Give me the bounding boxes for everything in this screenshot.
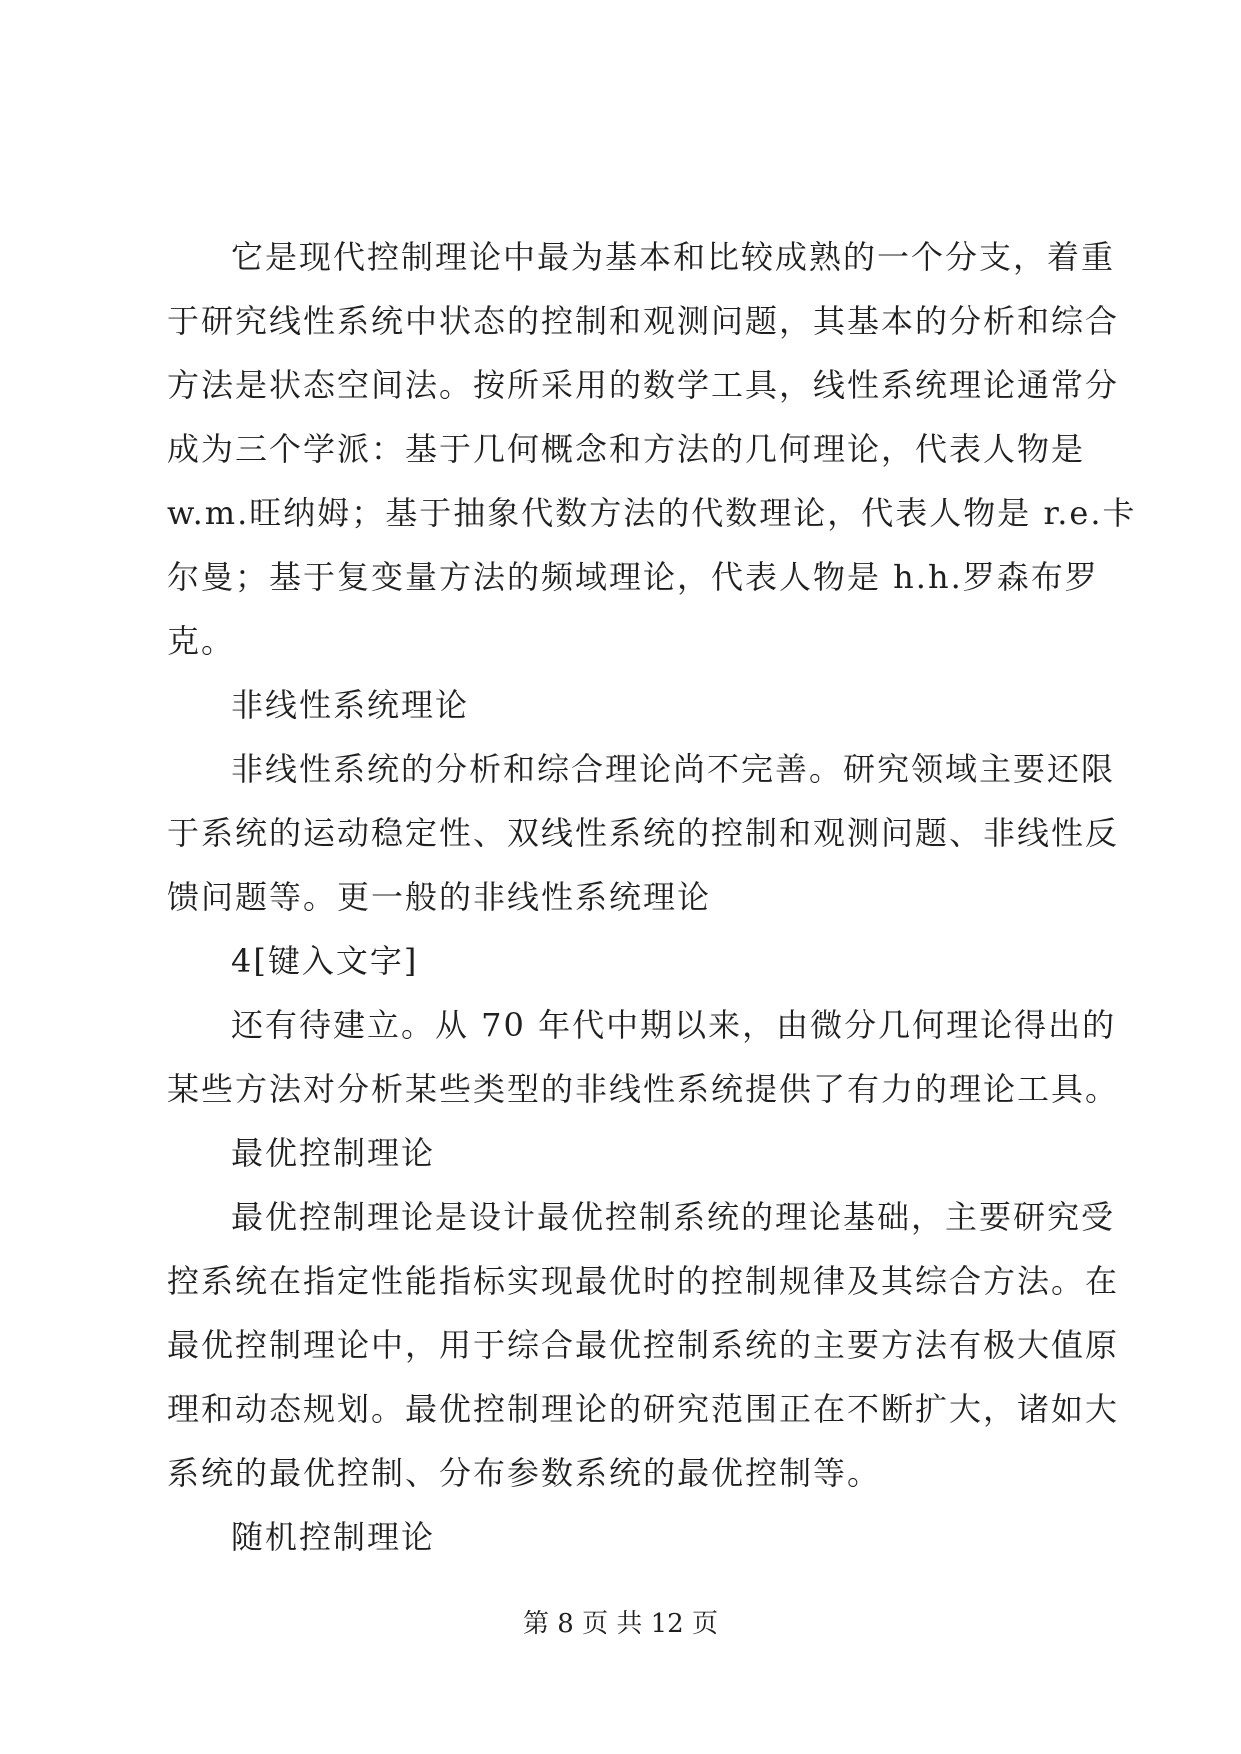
paragraph-line: 尔曼；基于复变量方法的频域理论，代表人物是 h.h.罗森布罗 bbox=[167, 558, 1099, 596]
paragraph-line: 系统的最优控制、分布参数系统的最优控制等。 bbox=[167, 1454, 882, 1492]
section-heading: 随机控制理论 bbox=[231, 1518, 436, 1556]
paragraph-line: 克。 bbox=[167, 622, 236, 660]
paragraph-line: 馈问题等。更一般的非线性系统理论 bbox=[167, 878, 712, 916]
body-text bbox=[167, 225, 1137, 1569]
paragraph-line: 非线性系统的分析和综合理论尚不完善。研究领域主要还限 bbox=[231, 750, 1116, 788]
paragraph-line: 于系统的运动稳定性、双线性系统的控制和观测问题、非线性反 bbox=[167, 814, 1120, 852]
paragraph-line: 控系统在指定性能指标实现最优时的控制规律及其综合方法。在 bbox=[167, 1262, 1120, 1300]
section-heading: 非线性系统理论 bbox=[231, 686, 470, 724]
paragraph-line: 某些方法对分析某些类型的非线性系统提供了有力的理论工具。 bbox=[167, 1070, 1120, 1108]
paragraph-line: 方法是状态空间法。按所采用的数学工具，线性系统理论通常分 bbox=[167, 366, 1120, 404]
page-footer: 第 8 页 共 12 页 bbox=[523, 1609, 718, 1639]
paragraph-line: 理和动态规划。最优控制理论的研究范围正在不断扩大，诸如大 bbox=[167, 1390, 1120, 1428]
paragraph-line: 还有待建立。从 70 年代中期以来，由微分几何理论得出的 bbox=[231, 1006, 1117, 1044]
paragraph-line: 最优控制理论是设计最优控制系统的理论基础，主要研究受 bbox=[231, 1198, 1116, 1236]
paragraph-line: 成为三个学派：基于几何概念和方法的几何理论，代表人物是 bbox=[167, 430, 1086, 468]
paragraph-line: 它是现代控制理论中最为基本和比较成熟的一个分支，着重 bbox=[231, 238, 1116, 276]
paragraph-line: w.m.旺纳姆；基于抽象代数方法的代数理论，代表人物是 r.e.卡 bbox=[167, 494, 1137, 532]
placeholder-text: 4[键入文字] bbox=[231, 942, 419, 980]
section-heading: 最优控制理论 bbox=[231, 1134, 436, 1172]
paragraph-line: 于研究线性系统中状态的控制和观测问题，其基本的分析和综合 bbox=[167, 302, 1120, 340]
paragraph-line: 最优控制理论中，用于综合最优控制系统的主要方法有极大值原 bbox=[167, 1326, 1120, 1364]
